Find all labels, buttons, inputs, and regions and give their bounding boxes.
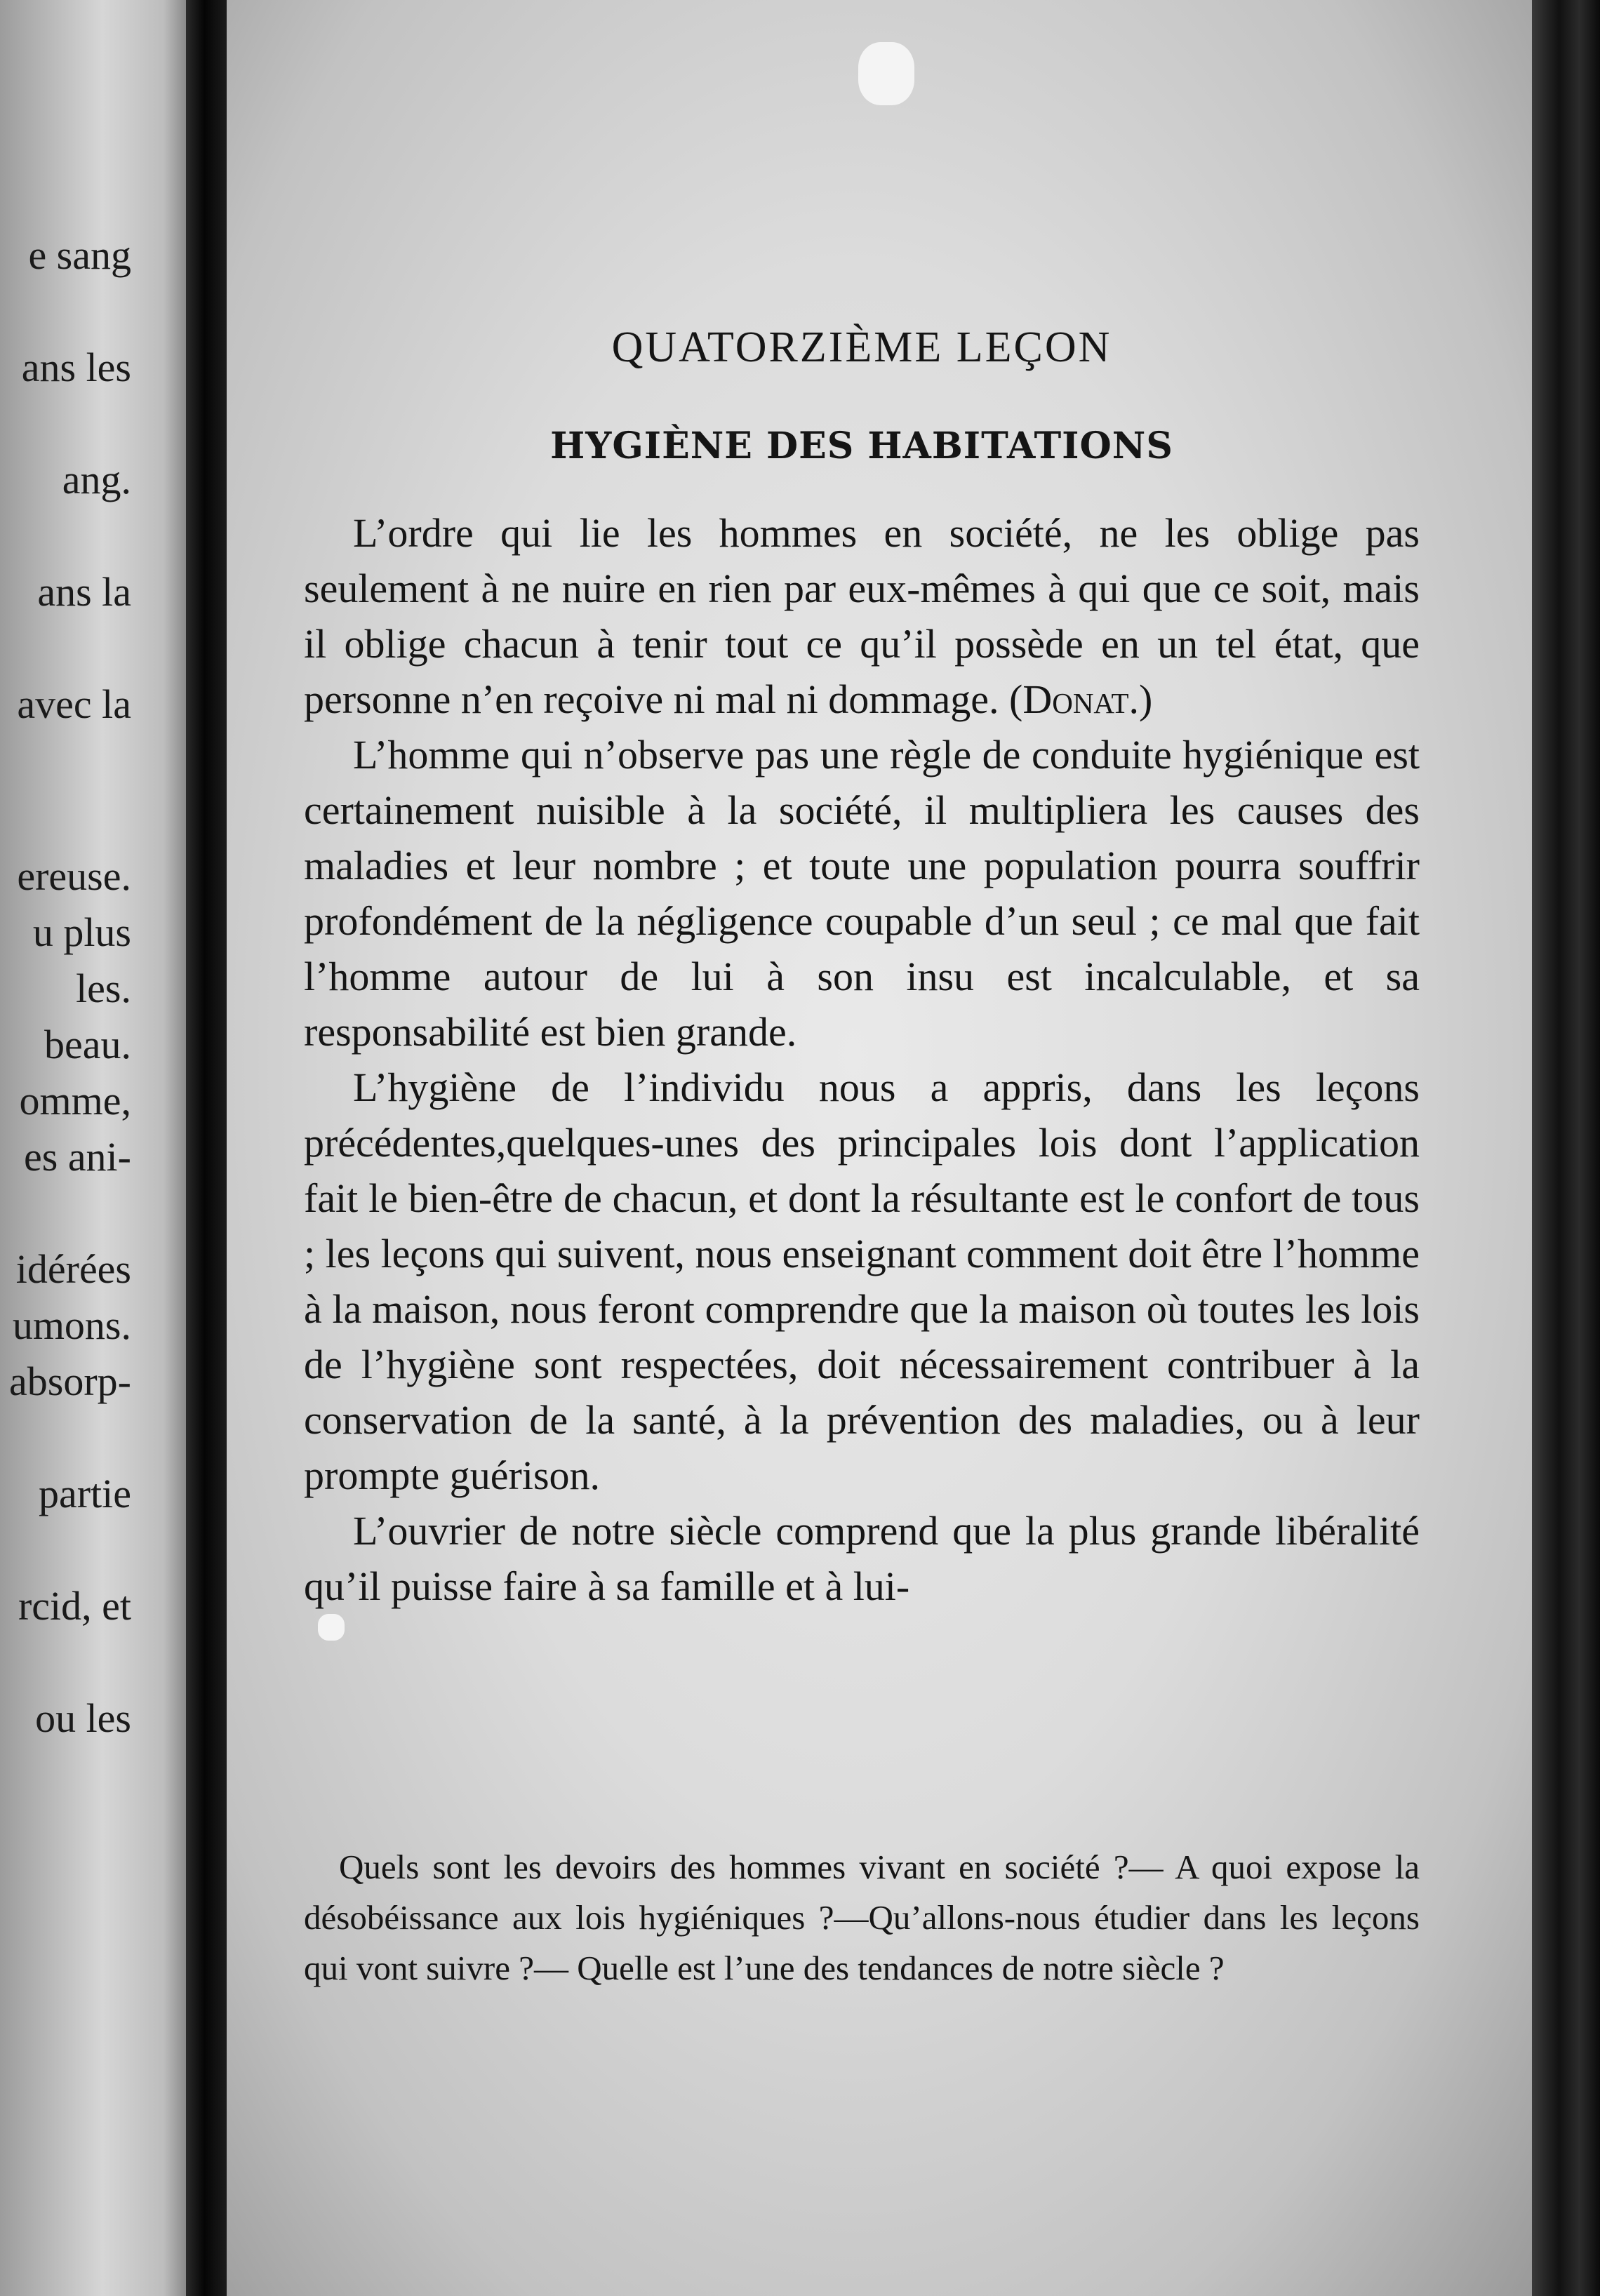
paper-blemish [858,42,914,105]
paragraph: L’homme qui n’observe pas une règle de conduite hygiénique est certainement nuisible à la société, il multipliera les causes des maladies et leur nombre ; et toute une population pourra souffrir profondément de la négligence coupable d’un seul ; ce mal que fait l’homme autour de lui à son insu est incalculable, et sa responsabilité est bien grande. [304,732,1420,1055]
paragraph [304,505,1420,727]
facing-page-fragment [0,0,186,2296]
section-title: HYGIÈNE DES HABITATIONS [550,425,1173,467]
paragraph: L’ouvrier de notre siècle comprend que la plus grande libéralité qu’il puisse faire à sa famille et à lui- [304,1508,1420,1609]
lesson-title: QUATORZIÈME LEÇON [611,323,1112,371]
citation: (Donat.) [1009,676,1153,722]
left-fragment-line: partie [38,1471,131,1516]
left-fragment-line: ang. [62,457,131,502]
left-fragment-line: beau. [44,1022,131,1067]
body-text [304,505,1420,1614]
book-gutter [186,0,227,2296]
left-fragment-line: rcid, et [18,1583,131,1629]
left-fragment-line: ereuse. [17,853,131,899]
left-fragment-line: es ani- [24,1134,131,1180]
paragraph: L’hygiène de l’individu nous a appris, dans les leçons précédentes,quelques-unes des principales lois dont l’application fait le bien-être de chacun, et dont la résultante est le confort de tous ; les leçons qui suivent, nous enseignant comment doit être l’homme à la maison, nous feront comprendre que la maison où toutes les lois de l’hygiène sont respectées, doit nécessairement contribuer à la conservation de la santé, à la prévention des maladies, ou à leur prompte guérison. [304,1064,1420,1498]
left-fragment-line: les. [76,966,131,1011]
paper-blemish [318,1614,345,1641]
left-fragment-line: e sang [28,232,131,278]
left-fragment-line: absorp- [9,1359,131,1404]
page-edge [1532,0,1600,2296]
left-fragment-line: u plus [32,909,131,955]
left-fragment-line: omme, [19,1078,131,1123]
page [227,0,1532,2296]
left-fragment-line: ans les [21,345,131,390]
left-fragment-line: ans la [37,569,131,615]
left-fragment-line: umons. [12,1302,131,1348]
left-fragment-line: idérées [15,1246,131,1292]
left-fragment-line: avec la [17,681,131,727]
paragraph-text: L’ordre qui lie les hommes en société, ne les oblige pas seulement à ne nuire en rien par eux-mêmes à qui que ce soit, mais il oblige chacun à tenir tout ce qu’il possède en un tel état, que personne n’en reçoive ni mal ni dommage. [304,510,1420,722]
left-fragment-line: ou les [35,1695,131,1741]
review-questions: Quels sont les devoirs des hommes vivant en société ?— A quoi expose la désobéissance aux lois hygiéniques ?—Qu’allons-nous étudier dans les leçons qui vont suivre ?— Quelle est l’une des tendances de notre siècle ? [304,1848,1420,1987]
